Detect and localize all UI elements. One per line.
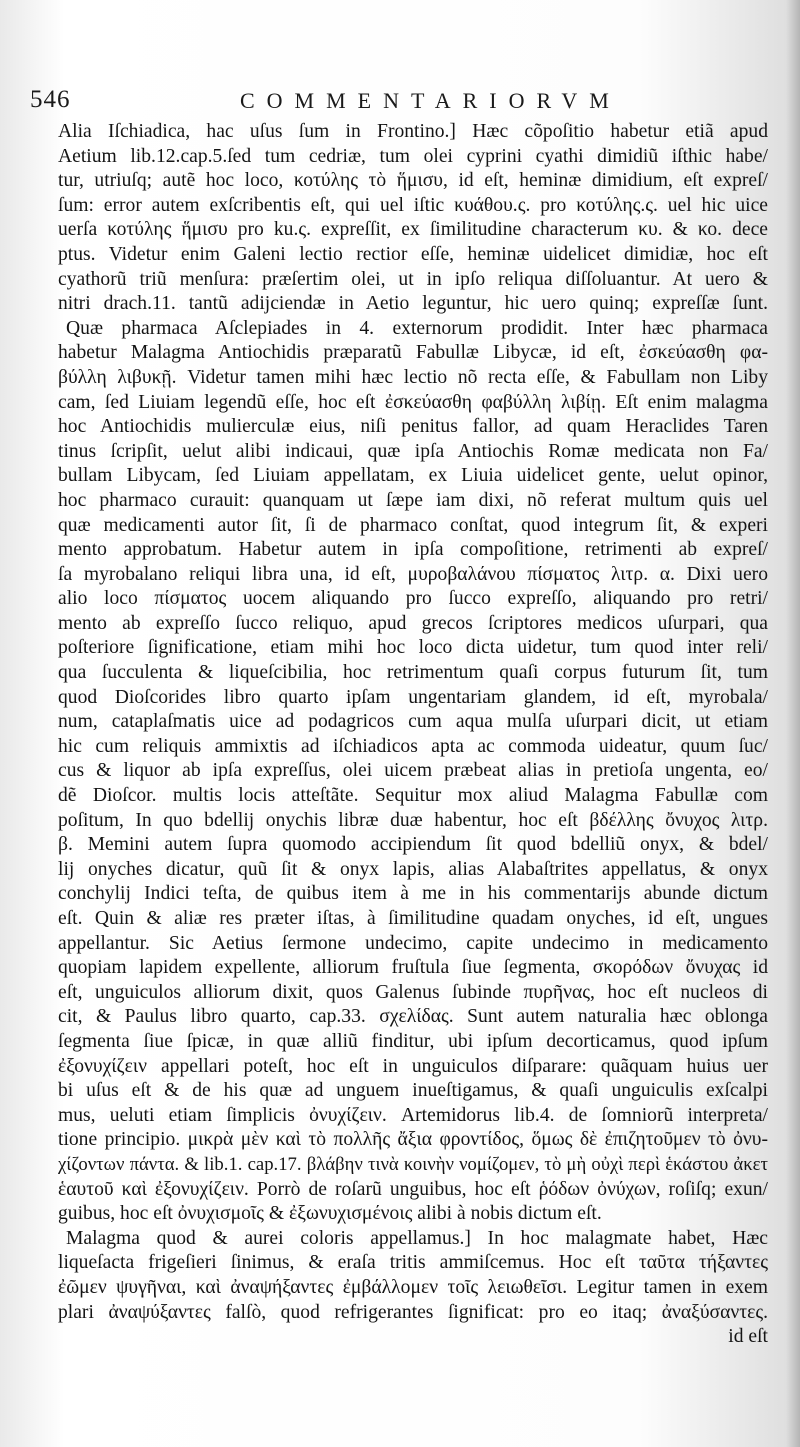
text-line: mento ab expreſſo ſucco reliquo, apud grecos ſcriptores medicos uſurpari, qua xyxy=(58,612,768,634)
text-line: appellantur. Sic Aetius ſermone undecimo, capite undecimo in medicamento xyxy=(58,932,768,954)
text-line: ἑαυτοῦ καὶ ἐξονυχίζειν. Porrò de roſarũ unguibus, hoc eſt ῥόδων ὀνύχων, roſiſq; exun/ xyxy=(58,1178,768,1200)
text-line: cyathorũ triũ menſura: præſertim olei, ut in ipſo reliqua diſſoluantur. At uero & xyxy=(58,268,768,290)
page-edge-shadow xyxy=(786,0,800,1447)
text-line: dẽ Dioſcor. multis locis atteſtãte. Sequitur mox aliud Malagma Fabullæ com xyxy=(58,785,768,807)
text-line: bullam Libycam, ſed Liuiam appellatam, ex Liuia uidelicet gente, uelut opinor, xyxy=(58,465,768,487)
text-line: num, cataplaſmatis uice ad podagricos cum aqua mulſa uſurpari dicit, ut etiam xyxy=(58,711,768,733)
text-line: Quæ pharmaca Aſclepiades in 4. externorum prodidit. Inter hæc pharmaca xyxy=(66,317,768,339)
text-line: lij onyches dicatur, quũ ſit & onyx lapis, alias Alabaſtrites appellatus, & onyx xyxy=(58,858,768,880)
text-line: bi uſus eſt & de his quæ ad unguem inueſtigamus, & quaſi unguiculis exſcalpi xyxy=(58,1080,768,1102)
text-line: poſitum, In quo bdellij onychis libræ duæ habentur, hoc eſt βδέλλης ὄνυχος λιτρ. xyxy=(58,809,768,831)
text-line: habetur Malagma Antiochidis præparatũ Fabullæ Libycæ, id eſt, ἐσκεύασθη φα- xyxy=(58,342,768,364)
text-line: hic cum reliquis ammixtis ad iſchiadicos apta ac commoda uideatur, quum ſuc/ xyxy=(58,735,768,757)
text-line: mento approbatum. Habetur autem in ipſa compoſitione, retrimenti ab expreſ/ xyxy=(58,539,768,561)
text-line: tinus ſcripſit, uelut alibi indicaui, quæ ipſa Antiochis Romæ medicata non Fa/ xyxy=(58,440,768,462)
text-line: βύλλη λιβυκῇ. Videtur tamen mihi hæc lectio nõ recta eſſe, & Fabullam non Liby xyxy=(58,366,768,388)
text-line: β. Memini autem ſupra quomodo accipiendum ſit quod bdelliũ onyx, & bdel/ xyxy=(58,834,768,856)
text-line: tur, utriuſq; autẽ hoc loco, κοτύλης τὸ ἥμισυ, id eſt, heminæ dimidium, eſt expreſ/ xyxy=(58,170,768,192)
text-line: Malagma quod & aurei coloris appellamus.] In hoc malagmate habet, Hæc xyxy=(66,1227,768,1249)
text-line: ptus. Videtur enim Galeni lectio rectior eſſe, heminæ uidelicet dimidiæ, hoc eſt xyxy=(58,243,768,265)
text-line: cam, ſed Liuiam legendũ eſſe, hoc eſt ἐσκεύασθη φαβύλλη λιβίῃ. Eſt enim malagma xyxy=(58,391,768,413)
text-line: ſum: error autem exſcribentis eſt, qui uel iſtic κυάθου.ς. pro κοτύλης.ς. uel hic uice xyxy=(58,194,768,216)
text-line: ſegmenta ſiue ſpicæ, in quæ alliũ finditur, ubi ipſum decorticamus, quod ipſum xyxy=(58,1030,768,1052)
text-line: hoc pharmaco curauit: quanquam ut ſæpe iam dixi, nõ referat multum quis uel xyxy=(58,489,768,511)
text-line: cus & liquor ab ipſa expreſſus, olei uicem præbeat alias in pretioſa ungenta, eo/ xyxy=(58,760,768,782)
text-line: nitri drach.11. tantũ adijciendæ in Aetio leguntur, hic uero quinq; expreſſæ ſunt. xyxy=(58,293,768,315)
text-line: Alia Iſchiadica, hac uſus ſum in Frontino.] Hæc cõpoſitio habetur etiã apud xyxy=(58,121,768,142)
text-line: ſa myrobalano reliqui libra una, id eſt, μυροβαλάνου πίσματος λιτρ. α. Dixi uero xyxy=(58,563,768,585)
text-line: ἐξονυχίζειν appellari poteſt, hoc eſt in unguiculos diſparare: quãquam huius uer xyxy=(58,1055,768,1077)
page-number: 546 xyxy=(30,86,71,113)
text-line: cit, & Paulus libro quarto, cap.33. σχελίδας. Sunt autem naturalia hæc oblonga xyxy=(58,1006,768,1028)
page-header xyxy=(30,86,770,116)
text-line: ἐῶμεν ψυγῆναι, καὶ ἀναψήξαντες ἐμβάλλομεν τοῖς λειωθεῖσι. Legitur tamen in exem xyxy=(58,1276,768,1298)
text-line: quæ medicamenti autor ſit, ſi de pharmaco conſtat, quod integrum ſit, & experi xyxy=(58,514,768,536)
text-line: guibus, hoc eſt ὀνυχισμοῖς & ἐξωνυχισμένοις alibi à nobis dictum eſt. xyxy=(58,1203,602,1225)
running-head: COMMENTARIORVM xyxy=(240,88,621,113)
commentary-text xyxy=(58,120,768,1350)
text-line: χίζοντων πάντα. & lib.1. cap.17. βλάβην τινὰ κοινὴν νομίζομεν, τὸ μὴ οὐχὶ περὶ ἑκάστου ἀκετ xyxy=(58,1153,768,1175)
text-line: conchylij Indici teſta, de quibus item à me in his commentarijs abunde dictum xyxy=(58,883,768,905)
text-line: qua ſucculenta & liqueſcibilia, hoc retrimentum quaſi corpus futurum ſit, tum xyxy=(58,662,768,684)
text-line: quod Dioſcorides libro quarto ipſam ungentariam glandem, id eſt, myrobala/ xyxy=(58,686,768,708)
text-line: liqueſacta frigeſieri ſinimus, & eraſa tritis ammiſcemus. Hoc eſt ταῦτα τήξαντες xyxy=(58,1252,768,1274)
text-line: plari ἀναψύξαντες falſò, quod refrigerantes ſignificat: pro eo itaq; ἀναξύσαντες. xyxy=(58,1301,768,1323)
text-line: alio loco πίσματος uocem aliquando pro ſucco expreſſo, aliquando pro retri/ xyxy=(58,588,768,610)
text-line: Aetium lib.12.cap.5.ſed tum cedriæ, tum olei cyprini cyathi dimidiũ iſthic habe/ xyxy=(58,145,768,167)
text-line: eſt. Quin & aliæ res præter iſtas, à ſimilitudine quadam onyches, id eſt, ungues xyxy=(58,908,768,929)
text-line: poſteriore ſignificatione, etiam mihi hoc loco dicta uidetur, tum quod inter reli/ xyxy=(58,637,768,659)
text-line: hoc Antiochidis mulierculæ eius, niſi penitus fallor, ad quam Heraclides Taren xyxy=(58,416,768,438)
text-line: mus, ueluti etiam ſimplicis ὀνυχίζειν. Artemidorus lib.4. de ſomniorũ interpreta/ xyxy=(58,1104,768,1126)
text-line: id eſt xyxy=(728,1326,768,1348)
text-line: quopiam lapidem expellente, alliorum fruſtula ſiue ſegmenta, σκορόδων ὄνυχας id xyxy=(58,957,768,979)
text-line: uerſa κοτύλης ἥμισυ pro ku.ς. expreſſit, ex ſimilitudine characterum κυ. & κο. dece xyxy=(58,219,768,241)
text-line: eſt, unguiculos alliorum dixit, quos Galenus ſubinde πυρῆνας, hoc eſt nucleos di xyxy=(58,981,768,1003)
text-line: tione principio. μικρὰ μὲν καὶ τὸ πολλῆς ἄξια φροντίδος, ὅμως δὲ ἐπιζητοῦμεν τὸ ὀνυ- xyxy=(58,1129,768,1151)
